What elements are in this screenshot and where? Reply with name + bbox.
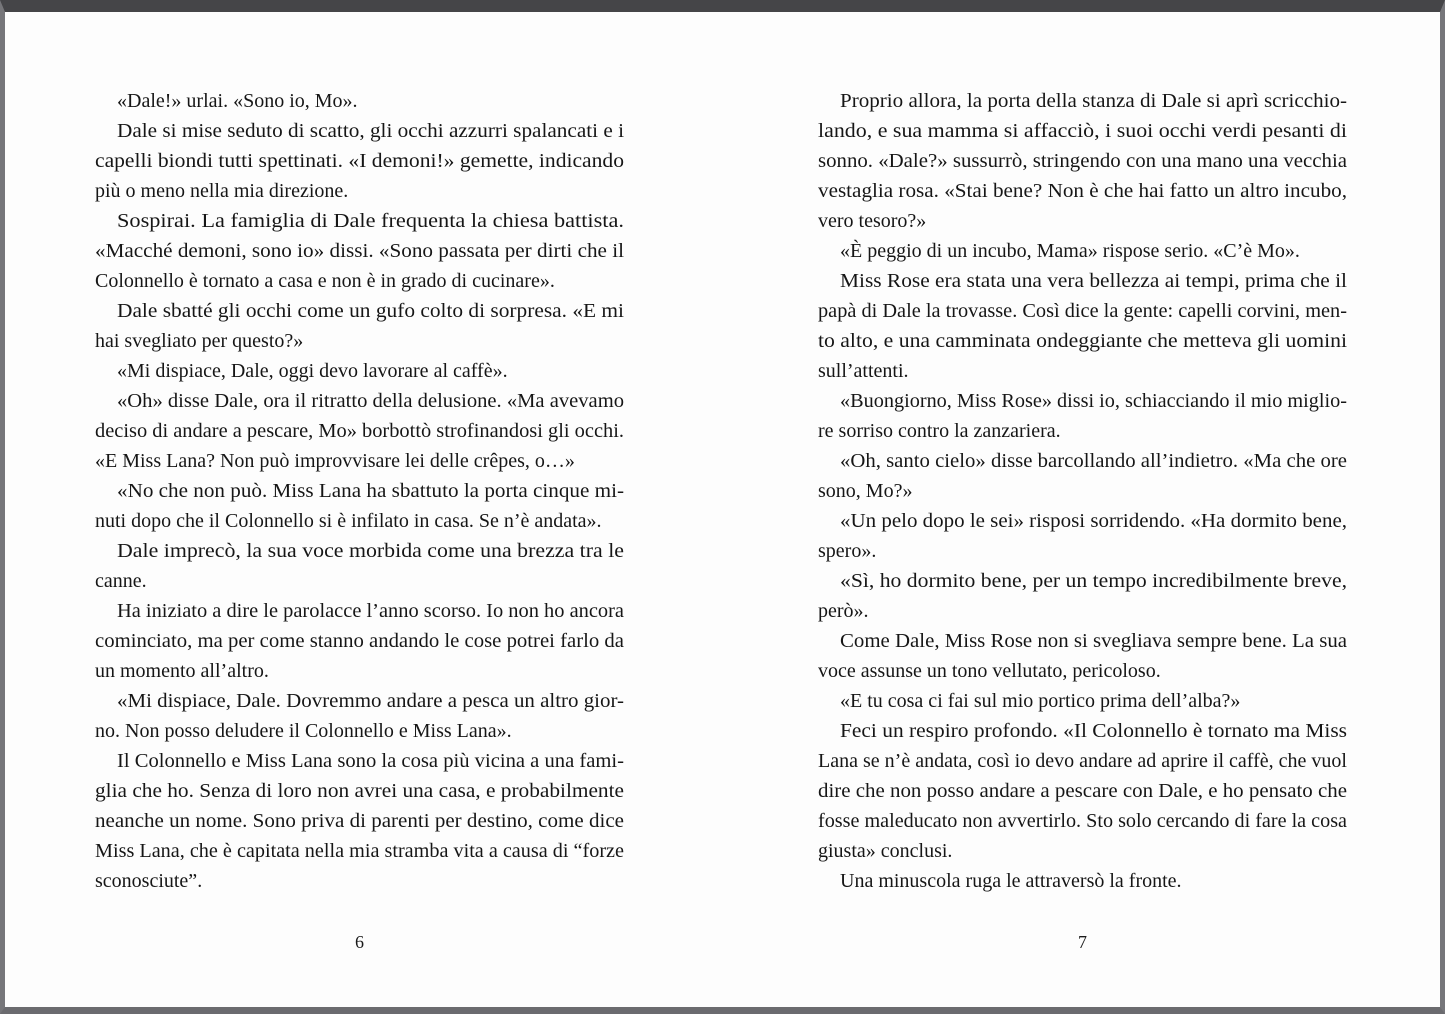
text-line-content: fosse maleducato non avvertirlo. Sto solo cercando di fare la cosa: [818, 810, 1347, 832]
text-line-content: «E Miss Lana? Non può improvvisare lei delle crêpes, o…»: [95, 450, 575, 472]
text-line-content: Come Dale, Miss Rose non si svegliava sempre bene. La sua: [840, 630, 1347, 652]
text-line-content: Dale imprecò, la sua voce morbida come una brezza tra le: [117, 540, 624, 562]
text-line: [818, 836, 1347, 866]
paragraph: [818, 386, 1347, 446]
text-line-content: Miss Rose era stata una vera bellezza ai tempi, prima che il: [840, 270, 1347, 292]
text-line-content: lando, e sua mamma si affacciò, i suoi occhi verdi pesanti di: [818, 120, 1347, 142]
text-line-content: re sorriso contro la zanzariera.: [818, 420, 1061, 442]
page-number-left: 6: [355, 932, 364, 952]
text-line: [95, 86, 624, 116]
text-line-content: «È peggio di un incubo, Mama» rispose serio. «C’è Mo».: [840, 240, 1300, 262]
text-line-content: deciso di andare a pescare, Mo» borbottò strofinandosi gli occhi.: [95, 420, 624, 442]
page-number-right: 7: [1078, 932, 1087, 952]
text-line: [818, 686, 1347, 716]
text-line-content: nuti dopo che il Colonnello si è infilato in casa. Se n’è andata».: [95, 510, 602, 532]
text-line: [818, 446, 1347, 476]
text-line: [95, 866, 624, 896]
text-line: [95, 266, 624, 296]
paragraph: [818, 446, 1347, 506]
text-line: [818, 206, 1347, 236]
text-line-content: spero».: [818, 540, 877, 562]
text-line-content: «No che non può. Miss Lana ha sbattuto la porta cinque mi-: [117, 480, 624, 502]
text-line-content: «Dale!» urlai. «Sono io, Mo».: [117, 90, 358, 112]
text-line: [95, 236, 624, 266]
text-line: [95, 416, 624, 446]
text-line-content: «Un pelo dopo le sei» risposi sorridendo. «Ha dormito bene,: [840, 510, 1347, 532]
text-line-content: Feci un respiro profondo. «Il Colonnello è tornato ma Miss: [840, 720, 1347, 742]
paragraph: [818, 236, 1347, 266]
text-line: [95, 356, 624, 386]
text-line-content: Il Colonnello e Miss Lana sono la cosa più vicina a una fami-: [117, 750, 624, 772]
text-line: [818, 776, 1347, 806]
text-line: [818, 536, 1347, 566]
text-line-content: sull’attenti.: [818, 360, 909, 382]
text-line: [818, 716, 1347, 746]
text-line-content: Miss Lana, che è capitata nella mia stramba vita a causa di “forze: [95, 840, 624, 862]
text-line: [818, 236, 1347, 266]
text-line-content: voce assunse un tono vellutato, pericoloso.: [818, 660, 1161, 682]
text-line: [818, 266, 1347, 296]
text-line-content: «Buongiorno, Miss Rose» dissi io, schiacciando il mio miglio-: [840, 390, 1347, 412]
text-line-content: «Sì, ho dormito bene, per un tempo incredibilmente breve,: [840, 570, 1347, 592]
text-line: [95, 296, 624, 326]
text-line: [818, 386, 1347, 416]
text-line-content: giusta» conclusi.: [818, 840, 953, 862]
text-line: [95, 446, 624, 476]
text-line: [95, 566, 624, 596]
text-line: [95, 116, 624, 146]
text-line-content: «Mi dispiace, Dale. Dovremmo andare a pesca un altro gior-: [117, 690, 624, 712]
text-line: [95, 806, 624, 836]
text-line: [95, 746, 624, 776]
text-line: [95, 536, 624, 566]
paragraph: [95, 206, 624, 296]
text-line-content: dire che non posso andare a pescare con Dale, e ho pensato che: [818, 780, 1347, 802]
text-line: [818, 86, 1347, 116]
text-line-content: neanche un nome. Sono priva di parenti per destino, come dice: [95, 810, 624, 832]
paragraph: [95, 596, 624, 686]
paragraph: [95, 116, 624, 206]
paragraph: [818, 86, 1347, 236]
text-line-content: canne.: [95, 570, 147, 592]
text-line: [818, 506, 1347, 536]
page-left-text: [95, 86, 624, 896]
text-line-content: più o meno nella mia direzione.: [95, 180, 349, 202]
text-line: [95, 716, 624, 746]
paragraph: [818, 866, 1347, 896]
text-line-content: sonno. «Dale?» sussurrò, stringendo con una mano una vecchia: [818, 150, 1347, 172]
text-line-content: sconosciute”.: [95, 870, 203, 892]
text-line: [95, 206, 624, 236]
text-line-content: «Oh» disse Dale, ora il ritratto della delusione. «Ma avevamo: [117, 390, 624, 412]
paragraph: [95, 686, 624, 746]
text-line: [95, 476, 624, 506]
text-line: [818, 416, 1347, 446]
text-line: [818, 356, 1347, 386]
text-line: [818, 296, 1347, 326]
text-line-content: Una minuscola ruga le attraversò la fronte.: [840, 870, 1182, 892]
text-line-content: no. Non posso deludere il Colonnello e Miss Lana».: [95, 720, 512, 742]
text-line-content: capelli biondi tutti spettinati. «I demoni!» gemette, indicando: [95, 150, 624, 172]
text-line-content: sono, Mo?»: [818, 480, 913, 502]
text-line: [818, 476, 1347, 506]
text-line-content: Proprio allora, la porta della stanza di Dale si aprì scricchio-: [840, 90, 1347, 112]
text-line: [95, 506, 624, 536]
text-line-content: «E tu cosa ci fai sul mio portico prima dell’alba?»: [840, 690, 1241, 712]
paragraph: [95, 356, 624, 386]
paragraph: [818, 266, 1347, 386]
paragraph: [95, 746, 624, 896]
text-line: [818, 866, 1347, 896]
text-line: [818, 746, 1347, 776]
text-line: [818, 146, 1347, 176]
paragraph: [95, 86, 624, 116]
text-line: [95, 686, 624, 716]
paragraph: [95, 476, 624, 536]
page-right-text: [818, 86, 1347, 896]
text-line-content: Ha iniziato a dire le parolacce l’anno scorso. Io non ho ancora: [117, 600, 624, 622]
text-line: [95, 386, 624, 416]
text-line-content: «Oh, santo cielo» disse barcollando all’indietro. «Ma che ore: [840, 450, 1347, 472]
text-line: [95, 776, 624, 806]
text-line-content: hai svegliato per questo?»: [95, 330, 304, 352]
text-line: [95, 836, 624, 866]
text-line-content: Colonnello è tornato a casa e non è in grado di cucinare».: [95, 270, 555, 292]
text-line-content: Lana se n’è andata, così io devo andare ad aprire il caffè, che vuol: [818, 750, 1347, 772]
paragraph: [95, 536, 624, 596]
text-line-content: «Macché demoni, sono io» dissi. «Sono passata per dirti che il: [95, 240, 624, 262]
text-line: [818, 176, 1347, 206]
text-line-content: papà di Dale la trovasse. Così dice la gente: capelli corvini, men-: [818, 300, 1347, 322]
text-line: [818, 626, 1347, 656]
text-line: [818, 566, 1347, 596]
paragraph: [818, 716, 1347, 866]
text-line: [818, 116, 1347, 146]
paragraph: [818, 506, 1347, 566]
text-line: [818, 326, 1347, 356]
text-line-content: to alto, e una camminata ondeggiante che metteva gli uomini: [818, 330, 1347, 352]
text-line-content: «Mi dispiace, Dale, oggi devo lavorare al caffè».: [117, 360, 508, 382]
text-line-content: Dale sbatté gli occhi come un gufo colto di sorpresa. «E mi: [117, 300, 624, 322]
text-line: [95, 596, 624, 626]
text-line: [95, 326, 624, 356]
text-line-content: vestaglia rosa. «Stai bene? Non è che hai fatto un altro incubo,: [818, 180, 1347, 202]
text-line-content: Sospirai. La famiglia di Dale frequenta la chiesa battista.: [117, 210, 624, 232]
text-line-content: un momento all’altro.: [95, 660, 269, 682]
paragraph: [95, 296, 624, 356]
text-line-content: però».: [818, 600, 869, 622]
paragraph: [95, 386, 624, 476]
paragraph: [818, 626, 1347, 686]
paragraph: [818, 566, 1347, 626]
text-line-content: glia che ho. Senza di loro non avrei una casa, e probabilmente: [95, 780, 624, 802]
text-line: [95, 146, 624, 176]
text-line: [818, 806, 1347, 836]
text-line: [818, 596, 1347, 626]
text-line: [95, 626, 624, 656]
text-line-content: Dale si mise seduto di scatto, gli occhi azzurri spalancati e i: [117, 120, 624, 142]
paragraph: [818, 686, 1347, 716]
text-line-content: cominciato, ma per come stanno andando le cose potrei farlo da: [95, 630, 624, 652]
text-line: [818, 656, 1347, 686]
text-line: [95, 656, 624, 686]
text-line-content: vero tesoro?»: [818, 210, 927, 232]
text-line: [95, 176, 624, 206]
